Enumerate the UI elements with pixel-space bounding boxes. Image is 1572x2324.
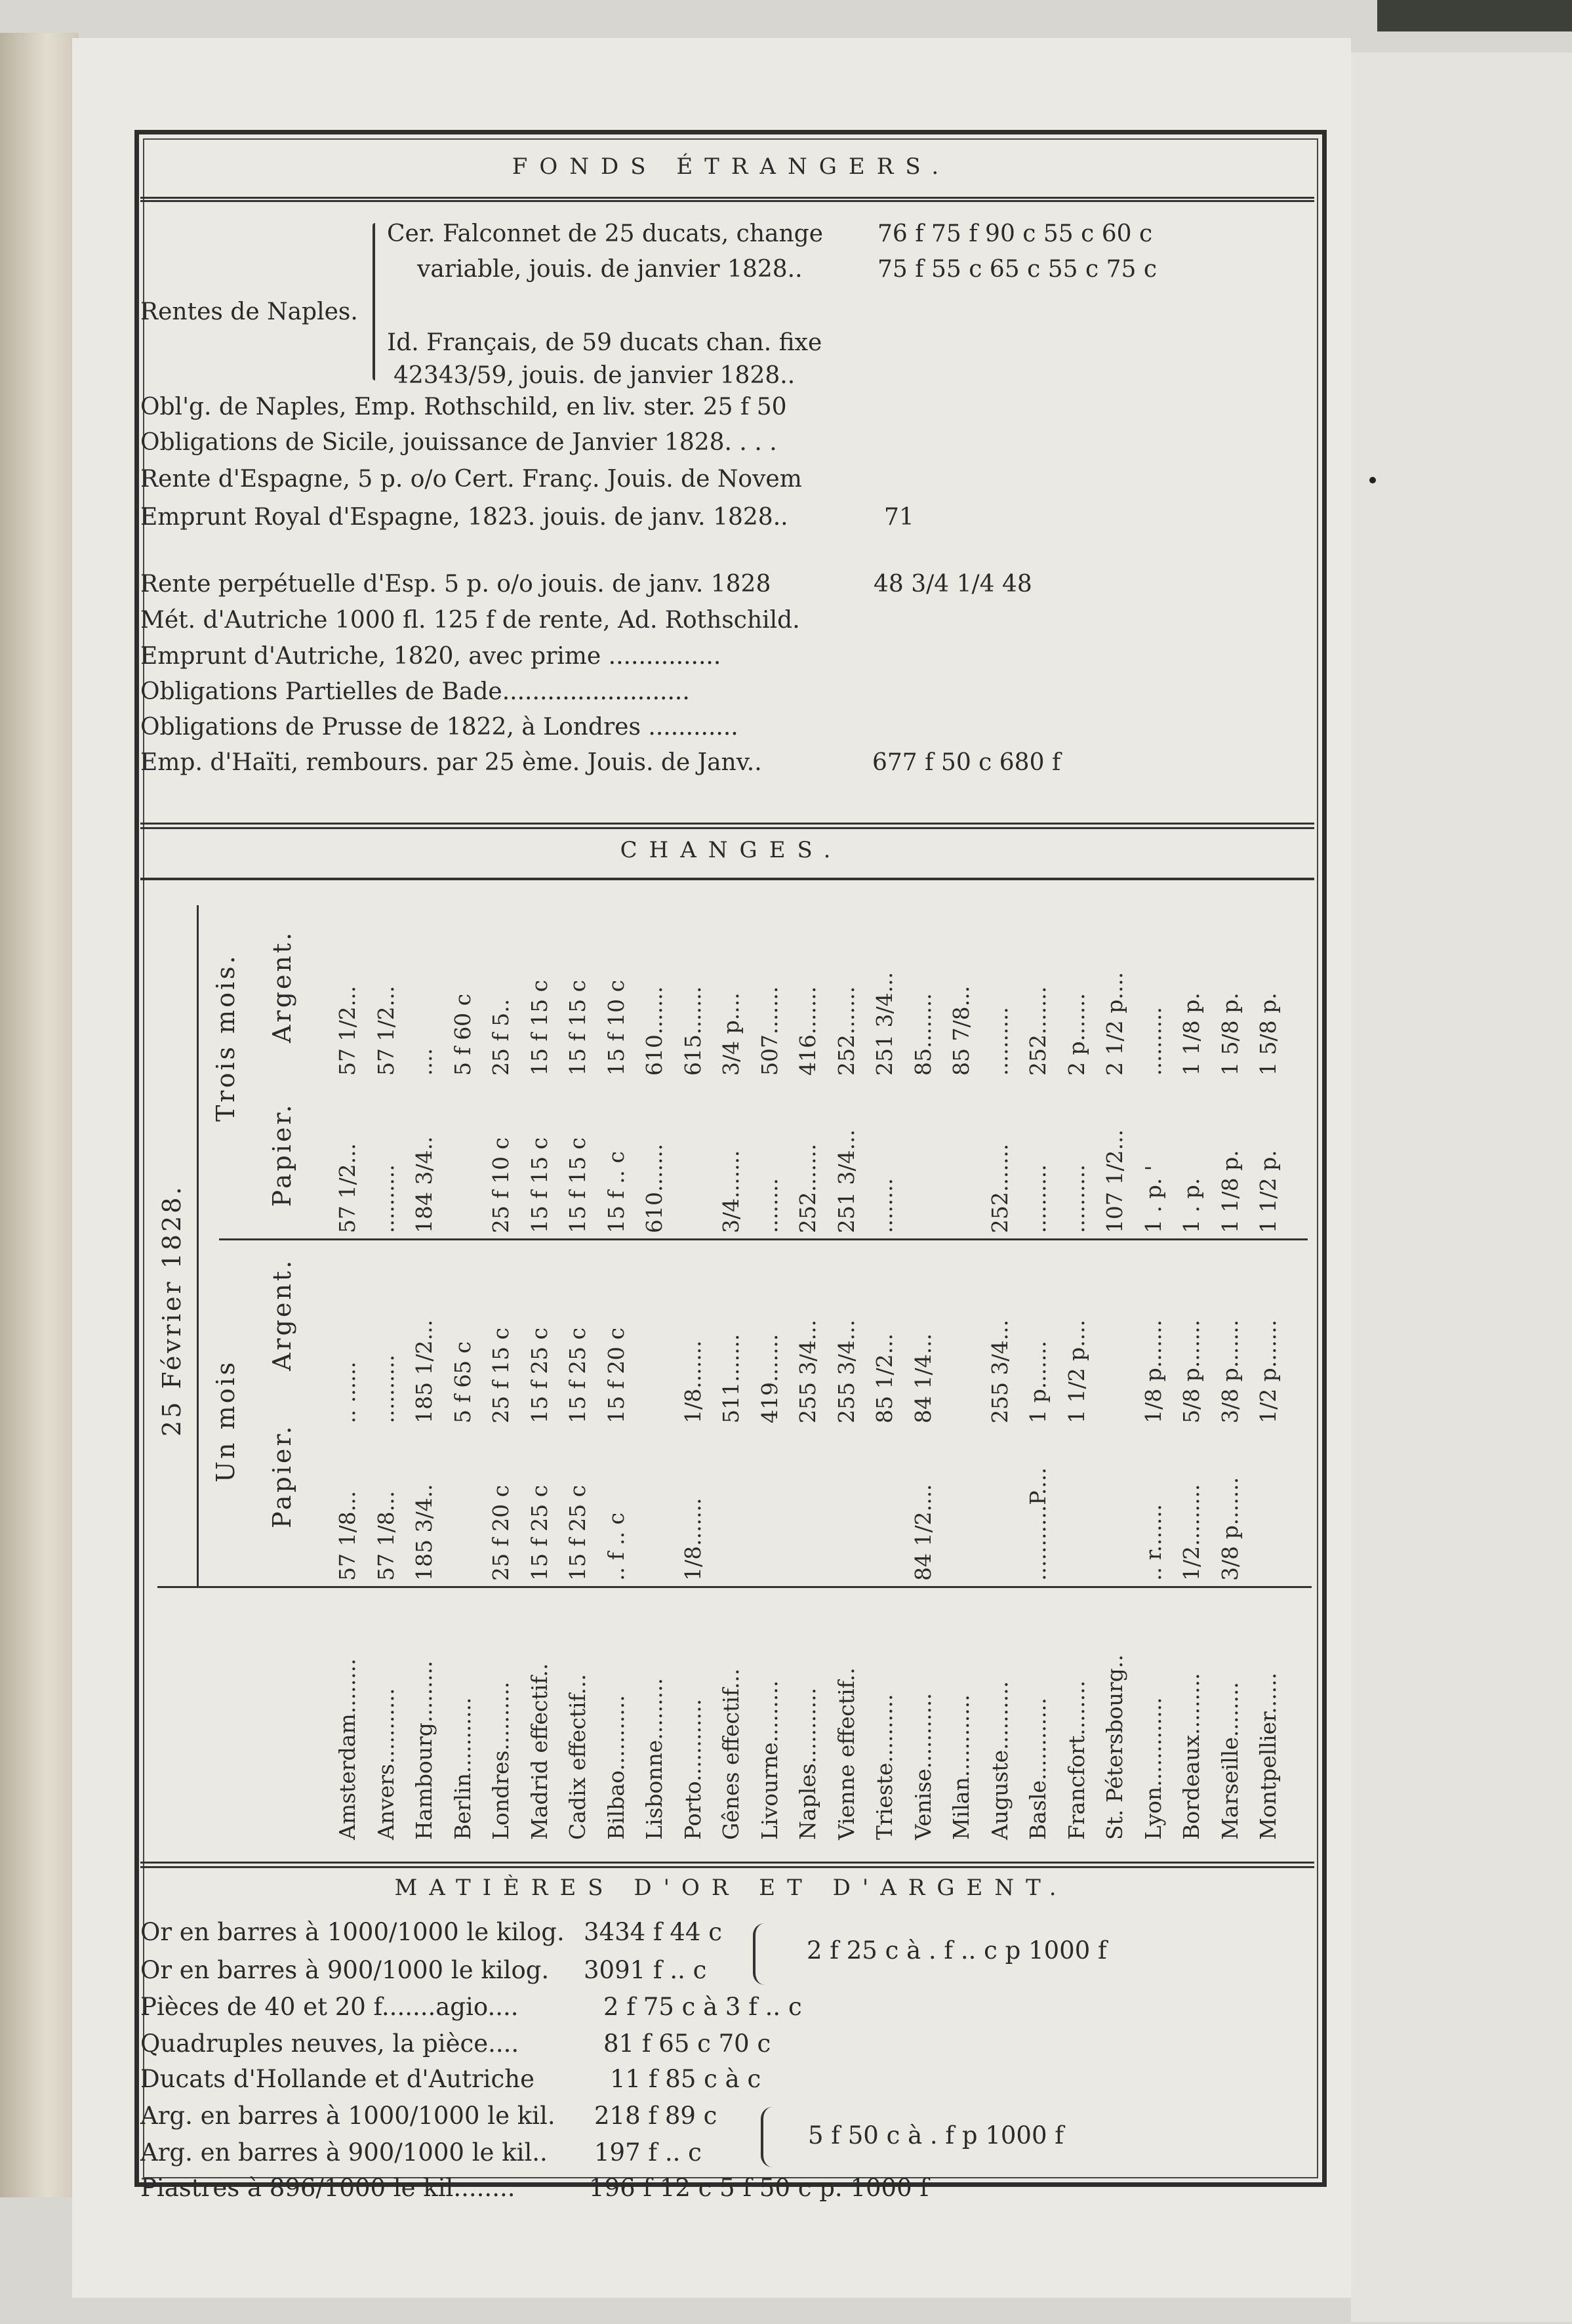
tm-argent-cell: 507....... bbox=[756, 986, 782, 1076]
tm-argent-cell: 25 f 5.. bbox=[488, 998, 514, 1076]
changes-top-rule bbox=[140, 823, 1314, 829]
um-argent-cell: 15 f 20 c bbox=[603, 1327, 629, 1423]
um-argent-label: Argent. bbox=[268, 1257, 296, 1371]
tm-papier-cell: 25 f 10 c bbox=[488, 1137, 514, 1233]
city-name: Francfort........ bbox=[1063, 1680, 1089, 1840]
fonds-row-label: Mét. d'Autriche 1000 fl. 125 f de rente, Ad. Rothschild. bbox=[140, 607, 800, 634]
um-papier-cell: 1/8....... bbox=[679, 1498, 706, 1581]
tm-papier-cell: 15 f 15 c bbox=[565, 1137, 590, 1233]
tm-argent-cell: 416....... bbox=[795, 986, 820, 1076]
fonds-row-label: Obligations de Prusse de 1822, à Londres ............ bbox=[140, 714, 738, 741]
city-name: Madrid effectif.. bbox=[526, 1663, 552, 1840]
ink-spot bbox=[1369, 477, 1376, 483]
fonds-row-label: Rente d'Espagne, 5 p. o/o Cert. Franç. Jouis. de Novem bbox=[140, 466, 802, 493]
city-name: Lisbonne......... bbox=[641, 1678, 667, 1840]
matieres-title: MATIÈRES D'OR ET D'ARGENT. bbox=[394, 1875, 1068, 1901]
tm-papier-cell: 252....... bbox=[795, 1143, 820, 1233]
fonds-row-label: Rente perpétuelle d'Esp. 5 p. o/o jouis. de janv. 1828 bbox=[140, 571, 771, 598]
fonds-row-label: Emprunt d'Autriche, 1820, avec prime ............... bbox=[140, 643, 721, 670]
tm-argent-cell: 610....... bbox=[641, 986, 667, 1076]
matieres-value: 3434 f 44 c bbox=[584, 1918, 722, 1946]
tm-papier-cell: 251 3/4... bbox=[833, 1129, 859, 1233]
matieres-label: Piastres à 896/1000 le kil........ bbox=[140, 2174, 515, 2202]
tm-papier-cell: 3/4....... bbox=[718, 1150, 744, 1233]
tm-argent-cell: 615....... bbox=[679, 986, 706, 1076]
naples-label: Rentes de Naples. bbox=[140, 298, 358, 325]
city-name: Anvers........... bbox=[373, 1688, 399, 1840]
um-papier-cell: 185 3/4.. bbox=[411, 1484, 437, 1581]
city-name: Venise........... bbox=[910, 1693, 936, 1840]
matieres-value: 196 f 12 c 5 f 50 c p. 1000 f bbox=[589, 2174, 929, 2202]
um-argent-cell: .......... bbox=[373, 1355, 399, 1423]
um-papier-cell: 57 1/8... bbox=[334, 1490, 360, 1581]
um-papier-cell: 25 f 20 c bbox=[488, 1484, 514, 1581]
um-argent-cell: .. ...... bbox=[334, 1361, 360, 1423]
um-argent-cell: 25 f 15 c bbox=[488, 1327, 514, 1423]
changes-title: CHANGES. bbox=[620, 837, 843, 863]
arg-note: 5 f 50 c à . f p 1000 f bbox=[808, 2121, 1064, 2150]
tm-papier-cell: .......... bbox=[373, 1164, 399, 1233]
city-name: Berlin........... bbox=[449, 1697, 475, 1840]
city-name: Bordeaux......... bbox=[1179, 1673, 1204, 1840]
fonds-row-label: Obl'g. de Naples, Emp. Rothschild, en liv. ster. 25 f 50 bbox=[140, 394, 787, 420]
fonds-title: FONDS ÉTRANGERS. bbox=[512, 153, 951, 180]
city-name: Bilbao........... bbox=[603, 1695, 629, 1840]
tm-papier-cell: 1 . p. ' bbox=[1140, 1165, 1166, 1233]
tm-argent-cell: 1 5/8 p. bbox=[1217, 992, 1243, 1076]
tm-argent-cell: .......... bbox=[1140, 1007, 1166, 1076]
city-name: Vienne effectif.. bbox=[833, 1667, 859, 1840]
um-argent-cell: 185 1/2... bbox=[411, 1319, 437, 1423]
um-argent-cell: 3/8 p....... bbox=[1217, 1319, 1243, 1423]
fonds-row-label: Emprunt Royal d'Espagne, 1823. jouis. de janv. 1828.. bbox=[140, 504, 788, 531]
tm-papier-cell: 184 3/4.. bbox=[411, 1136, 437, 1233]
tm-papier-cell: 610....... bbox=[641, 1143, 667, 1233]
changes-mid-rule bbox=[219, 1238, 1308, 1240]
um-papier-label: Papier. bbox=[268, 1423, 296, 1528]
fonds-row-label: Obligations Partielles de Bade......................... bbox=[140, 678, 690, 705]
trois-mois-label: Trois mois. bbox=[211, 953, 240, 1122]
tm-papier-cell: 107 1/2... bbox=[1102, 1129, 1127, 1233]
matieres-value: 2 f 75 c à 3 f .. c bbox=[603, 1993, 802, 2021]
matieres-label: Arg. en barres à 1000/1000 le kil. bbox=[140, 2102, 555, 2130]
fonds-row-value: 48 3/4 1/4 48 bbox=[874, 571, 1032, 598]
matieres-label: Or en barres à 1000/1000 le kilog. bbox=[140, 1918, 565, 1946]
naples-brace bbox=[373, 223, 375, 380]
tm-papier-cell: 252....... bbox=[986, 1143, 1013, 1233]
um-argent-cell: 15 f 25 c bbox=[565, 1327, 590, 1423]
um-argent-cell: 5/8 p....... bbox=[1179, 1319, 1204, 1423]
tm-argent-cell: 3/4 p.... bbox=[718, 992, 744, 1076]
city-name: Gênes effectif... bbox=[718, 1668, 744, 1840]
um-argent-cell: 1/2 p....... bbox=[1255, 1319, 1281, 1423]
tm-argent-cell: 2 1/2 p.... bbox=[1102, 971, 1127, 1076]
city-name: Amsterdam........ bbox=[334, 1658, 360, 1840]
changes-header-rule bbox=[157, 1586, 1312, 1588]
tm-papier-label: Papier. bbox=[268, 1102, 296, 1207]
adjacent-page bbox=[1351, 52, 1572, 2322]
um-papier-cell: 1/2......... bbox=[1179, 1484, 1204, 1581]
city-name: Marseille........ bbox=[1217, 1682, 1243, 1840]
naples-b1: Id. Français, de 59 ducats chan. fixe bbox=[387, 329, 822, 356]
um-argent-cell: 15 f 25 c bbox=[526, 1327, 552, 1423]
um-papier-cell: 57 1/8... bbox=[373, 1490, 399, 1581]
tm-argent-cell: 15 f 10 c bbox=[603, 979, 629, 1076]
matieres-value: 3091 f .. c bbox=[584, 1956, 707, 1984]
tm-argent-cell: .......... bbox=[986, 1007, 1013, 1076]
um-argent-cell: 1 1/2 p.... bbox=[1063, 1319, 1089, 1423]
um-papier-cell: ...........P.... bbox=[1025, 1467, 1051, 1581]
um-argent-cell: 1 p....... bbox=[1025, 1340, 1051, 1423]
tm-papier-cell: 57 1/2... bbox=[334, 1143, 360, 1233]
naples-a1: Cer. Falconnet de 25 ducats, change bbox=[387, 220, 823, 247]
tm-argent-cell: 5 f 60 c bbox=[449, 993, 475, 1076]
tm-papier-cell: ........ bbox=[756, 1178, 782, 1233]
fonds-row-label: Emp. d'Haïti, rembours. par 25 ème. Jouis. de Janv.. bbox=[140, 749, 762, 776]
city-name: Auguste.......... bbox=[986, 1681, 1013, 1840]
matieres-label: Or en barres à 900/1000 le kilog. bbox=[140, 1956, 550, 1984]
city-name: Basle............ bbox=[1025, 1698, 1051, 1840]
tm-argent-cell: 251 3/4... bbox=[872, 971, 897, 1076]
um-papier-cell: 15 f 25 c bbox=[526, 1484, 552, 1581]
city-name: Montpellier...... bbox=[1255, 1672, 1281, 1840]
tm-papier-cell: 15 f .. c bbox=[603, 1151, 629, 1233]
tm-papier-cell: .......... bbox=[1063, 1164, 1089, 1233]
city-name: Londres.......... bbox=[488, 1681, 514, 1840]
um-argent-cell: 255 3/4... bbox=[833, 1319, 859, 1423]
tm-argent-cell: 252....... bbox=[833, 986, 859, 1076]
city-name: St. Pétersbourg.. bbox=[1102, 1654, 1127, 1840]
fonds-row-value: 71 bbox=[884, 504, 914, 531]
tm-argent-cell: 57 1/2... bbox=[334, 985, 360, 1076]
um-argent-cell: 511....... bbox=[718, 1334, 744, 1423]
naples-b2: 42343/59, jouis. de janvier 1828.. bbox=[393, 362, 796, 389]
matieres-value: 81 f 65 c 70 c bbox=[603, 2029, 771, 2058]
tm-argent-cell: 1 5/8 p. bbox=[1255, 992, 1281, 1076]
arg-brace bbox=[761, 2107, 773, 2167]
tm-argent-cell: 252....... bbox=[1025, 986, 1051, 1076]
tm-argent-cell: 15 f 15 c bbox=[565, 979, 590, 1076]
city-name: Lyon............. bbox=[1140, 1697, 1166, 1840]
naples-a-values1: 76 f 75 f 90 c 55 c 60 c bbox=[877, 220, 1153, 247]
matieres-label: Quadruples neuves, la pièce.... bbox=[140, 2029, 519, 2058]
naples-a2: variable, jouis. de janvier 1828.. bbox=[417, 256, 803, 283]
um-argent-cell: 255 3/4... bbox=[795, 1319, 820, 1423]
matieres-value: 11 f 85 c à c bbox=[610, 2065, 761, 2093]
tm-argent-cell: 15 f 15 c bbox=[526, 979, 552, 1076]
tm-papier-cell: ........ bbox=[872, 1178, 897, 1233]
matieres-value: 197 f .. c bbox=[594, 2138, 702, 2167]
city-name: Naples........... bbox=[795, 1687, 820, 1840]
city-name: Trieste.......... bbox=[872, 1694, 897, 1840]
changes-vrule bbox=[197, 905, 199, 1587]
um-argent-cell: 419....... bbox=[756, 1334, 782, 1423]
um-argent-cell: 84 1/4... bbox=[910, 1333, 936, 1423]
city-name: Livourne......... bbox=[756, 1680, 782, 1840]
or-brace bbox=[753, 1923, 765, 1985]
changes-title-rule bbox=[140, 878, 1314, 880]
book-binding bbox=[0, 33, 79, 2197]
matieres-label: Ducats d'Hollande et d'Autriche bbox=[140, 2065, 534, 2093]
um-argent-cell: 255 3/4... bbox=[986, 1319, 1013, 1423]
um-papier-cell: 15 f 25 c bbox=[565, 1484, 590, 1581]
fonds-row-value: 677 f 50 c 680 f bbox=[872, 749, 1061, 776]
matieres-label: Pièces de 40 et 20 f.......agio.... bbox=[140, 1993, 519, 2021]
un-mois-label: Un mois bbox=[211, 1359, 240, 1482]
tm-argent-label: Argent. bbox=[268, 929, 296, 1043]
matieres-top-rule bbox=[140, 1862, 1314, 1868]
city-name: Milan............ bbox=[948, 1694, 974, 1840]
changes-date: 25 Février 1828. bbox=[157, 1184, 186, 1437]
um-argent-cell: 1/8 p....... bbox=[1140, 1319, 1166, 1423]
tm-argent-cell: 57 1/2... bbox=[373, 985, 399, 1076]
um-argent-cell: 5 f 65 c bbox=[449, 1341, 475, 1423]
tm-argent-cell: 2 p....... bbox=[1063, 992, 1089, 1076]
um-argent-cell: 85 1/2... bbox=[872, 1333, 897, 1423]
tm-argent-cell: .... bbox=[411, 1048, 437, 1076]
um-papier-cell: .. f .. c bbox=[603, 1512, 629, 1581]
tm-argent-cell: 85 7/8... bbox=[948, 985, 974, 1076]
tm-papier-cell: 1 . p. bbox=[1179, 1177, 1204, 1233]
tm-papier-cell: .......... bbox=[1025, 1164, 1051, 1233]
cover-corner bbox=[1377, 0, 1572, 31]
naples-a-values2: 75 f 55 c 65 c 55 c 75 c bbox=[877, 256, 1158, 283]
tm-papier-cell: 1 1/8 p. bbox=[1217, 1150, 1243, 1233]
um-argent-cell: 1/8....... bbox=[679, 1340, 706, 1423]
fonds-row-label: Obligations de Sicile, jouissance de Janvier 1828. . . . bbox=[140, 429, 777, 456]
tm-papier-cell: 1 1/2 p. bbox=[1255, 1150, 1281, 1233]
tm-argent-cell: 1 1/8 p. bbox=[1179, 992, 1204, 1076]
tm-papier-cell: 15 f 15 c bbox=[526, 1137, 552, 1233]
matieres-label: Arg. en barres à 900/1000 le kil.. bbox=[140, 2138, 548, 2167]
um-papier-cell: 84 1/2.... bbox=[910, 1484, 936, 1581]
tm-argent-cell: 85........ bbox=[910, 993, 936, 1076]
fonds-title-rule bbox=[140, 197, 1314, 202]
or-note: 2 f 25 c à . f .. c p 1000 f bbox=[807, 1936, 1107, 1965]
city-name: Porto............ bbox=[679, 1699, 706, 1840]
city-name: Cadix effectif... bbox=[565, 1673, 590, 1840]
um-papier-cell: .. r....... bbox=[1140, 1503, 1166, 1581]
matieres-value: 218 f 89 c bbox=[594, 2102, 717, 2130]
um-papier-cell: 3/8 p....... bbox=[1217, 1477, 1243, 1581]
city-name: Hambourg......... bbox=[411, 1660, 437, 1840]
